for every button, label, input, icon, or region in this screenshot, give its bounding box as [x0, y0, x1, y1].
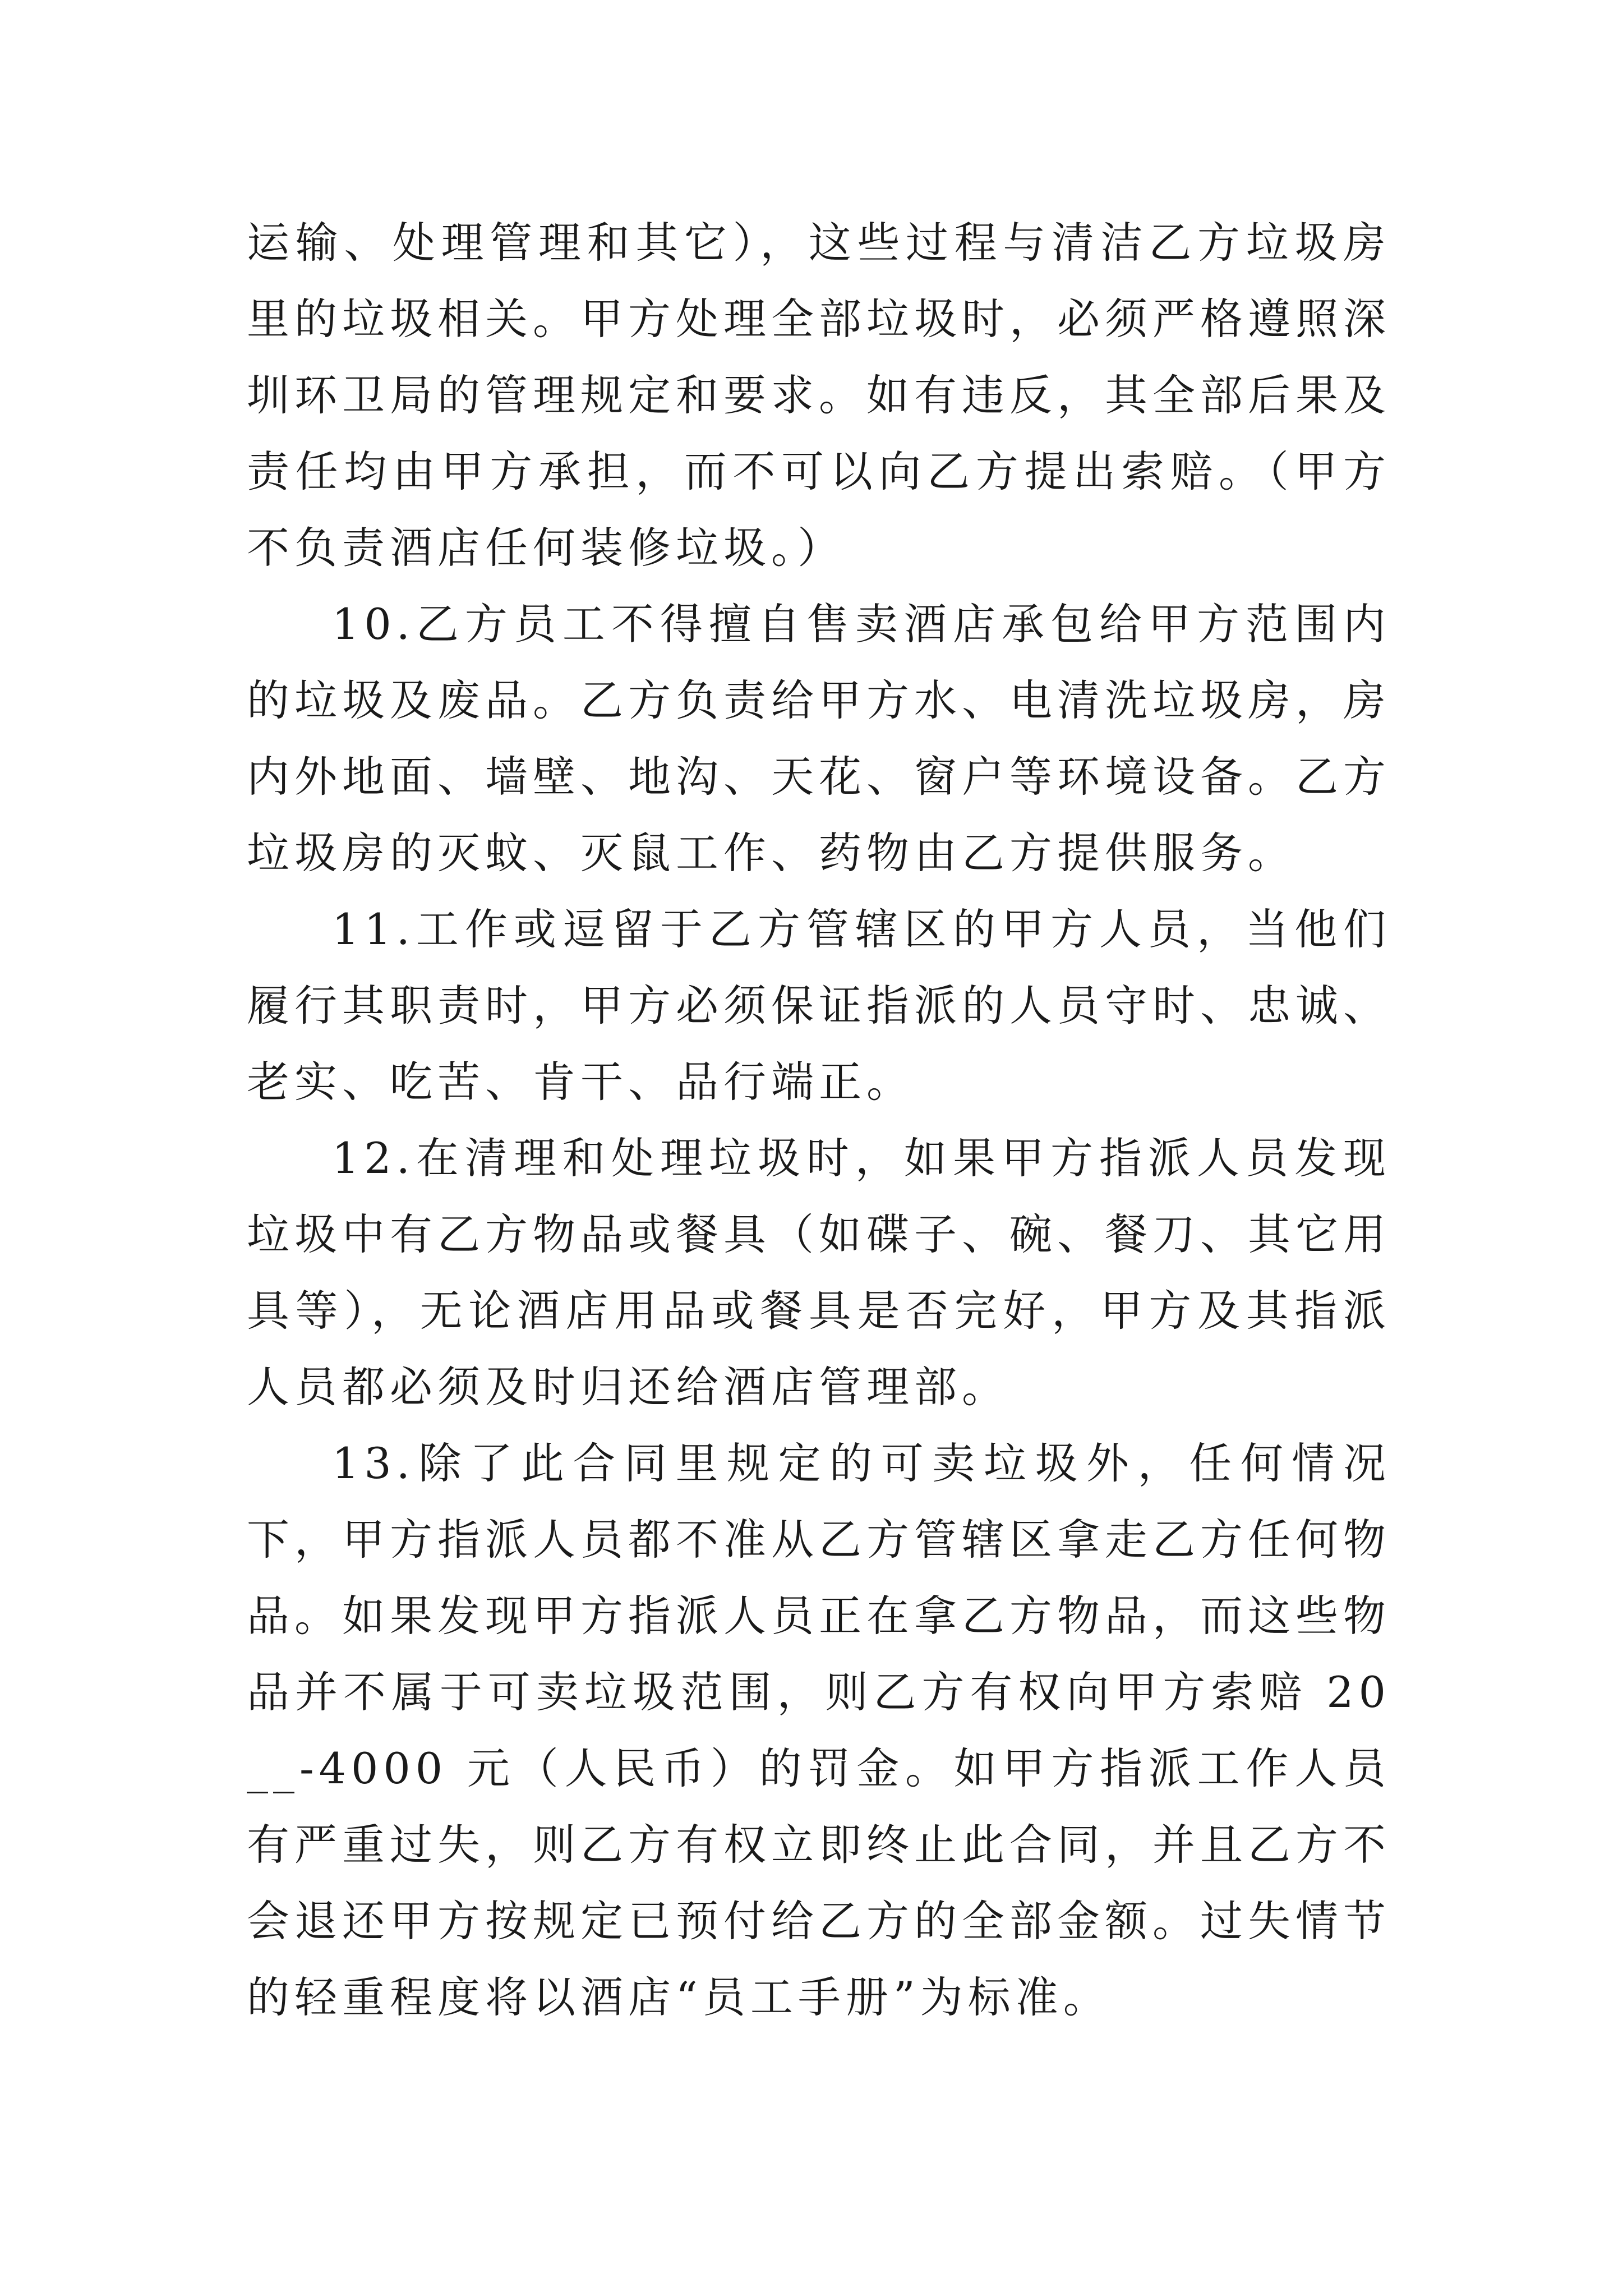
paragraph-clause-10: 10.乙方员工不得擅自售卖酒店承包给甲方范围内的垃圾及废品。乙方负责给甲方水、电清洗垃圾房，房内外地面、墙壁、地沟、天花、窗户等环境设备。乙方垃圾房的灭蚊、灭鼠工作、药物由乙方提供服务。 — [247, 599, 1391, 878]
paragraph-clause-13: 13.除了此合同里规定的可卖垃圾外，任何情况下，甲方指派人员都不准从乙方管辖区拿走乙方任何物品。如果发现甲方指派人员正在拿乙方物品，而这些物品并不属于可卖垃圾范围，则乙方有权向甲方索赔 20__-4000 元（人民币）的罚金。如甲方指派工作人员有严重过失，则乙方有权立即终止此合同，并且乙方不会退还甲方按规定已预付给乙方的全部金额。过失情节的轻重程度将以酒店“员工手册”为标准。 — [247, 1438, 1391, 2022]
paragraph-clause-12: 12.在清理和处理垃圾时，如果甲方指派人员发现垃圾中有乙方物品或餐具（如碟子、碗、餐刀、其它用具等），无论酒店用品或餐具是否完好，甲方及其指派人员都必须及时归还给酒店管理部。 — [247, 1133, 1391, 1412]
document-body — [247, 205, 1391, 2036]
paragraph-continuation: 运输、处理管理和其它），这些过程与清洁乙方垃圾房里的垃圾相关。甲方处理全部垃圾时，必须严格遵照深圳环卫局的管理规定和要求。如有违反，其全部后果及责任均由甲方承担，而不可以向乙方提出索赔。（甲方不负责酒店任何装修垃圾。） — [247, 218, 1391, 573]
paragraph-clause-11: 11.工作或逗留于乙方管辖区的甲方人员，当他们履行其职责时，甲方必须保证指派的人员守时、忠诚、老实、吃苦、肯干、品行端正。 — [247, 904, 1391, 1107]
